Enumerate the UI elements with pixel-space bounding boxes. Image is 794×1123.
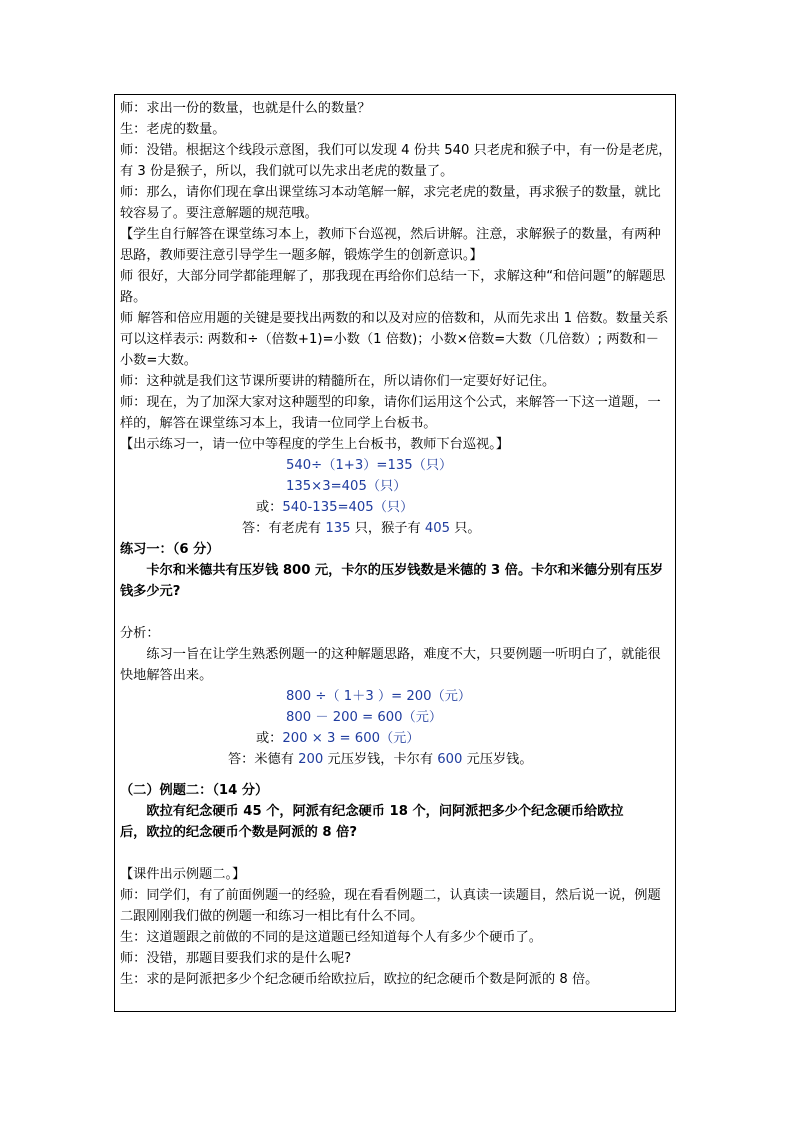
student-line: 生：老虎的数量。 bbox=[120, 122, 226, 137]
example-title: （二）例题二：（14 分） bbox=[120, 783, 269, 798]
solution-step: 135×3=405（只） bbox=[286, 479, 407, 494]
solution-step: 540÷（1+3）=135（只） bbox=[286, 458, 453, 473]
teacher-line: 师：没错，那题目要我们求的是什么呢? bbox=[120, 951, 352, 966]
solution-step: 或：540-135=405（只） bbox=[256, 500, 414, 515]
teacher-line: 师：这种就是我们这节课所要讲的精髓所在，所以请你们一定要好好记住。 bbox=[120, 374, 556, 389]
exercise-title: 练习一：（6 分） bbox=[120, 542, 220, 557]
solution-answer: 答：有老虎有 135 只，猴子有 405 只。 bbox=[242, 521, 481, 536]
solution-answer: 答：米德有 200 元压岁钱，卡尔有 600 元压岁钱。 bbox=[228, 752, 533, 767]
solution-step: 800 － 200 = 600（元） bbox=[286, 710, 443, 725]
solution-step: 800 ÷（ 1＋3 ）= 200（元） bbox=[286, 689, 472, 704]
teacher-line: 师：没错。根据这个线段示意图，我们可以发现 4 份共 540 只老虎和猴子中，有一份是老虎，有 3 份是猴子，所以，我们就可以先求出老虎的数量了。 bbox=[120, 143, 672, 179]
instruction-note: 【课件出示例题二。】 bbox=[120, 867, 246, 882]
teacher-line: 师：那么，请你们现在拿出课堂练习本动笔解一解，求完老虎的数量，再求猴子的数量，就比较容易了。要注意解题的规范哦。 bbox=[120, 185, 661, 221]
instruction-note: 【学生自行解答在课堂练习本上，教师下台巡视，然后讲解。注意，求解猴子的数量，有两种思路，教师要注意引导学生一题多解，锻炼学生的创新意识。】 bbox=[120, 227, 661, 263]
analysis-text: 练习一旨在让学生熟悉例题一的这种解题思路，难度不大，只要例题一听明白了，就能很快地解答出来。 bbox=[120, 647, 661, 683]
teacher-line: 师：同学们，有了前面例题一的经验，现在看看例题二，认真读一读题目，然后说一说，例题二跟刚刚我们做的例题一和练习一相比有什么不同。 bbox=[120, 888, 661, 924]
instruction-note: 【出示练习一，请一位中等程度的学生上台板书，教师下台巡视。】 bbox=[120, 437, 510, 452]
analysis-label: 分析： bbox=[120, 626, 160, 641]
teacher-line: 师 很好，大部分同学都能理解了，那我现在再给你们总结一下，求解这种“和倍问题”的解题思路。 bbox=[120, 269, 666, 305]
teacher-line: 师：现在，为了加深大家对这种题型的印象，请你们运用这个公式，来解答一下这一道题，一样的，解答在课堂练习本上，我请一位同学上台板书。 bbox=[120, 395, 661, 431]
student-line: 生：这道题跟之前做的不同的是这道题已经知道每个人有多少个硬币了。 bbox=[120, 930, 542, 945]
teacher-line: 师 解答和倍应用题的关键是要找出两数的和以及对应的倍数和，从而先求出 1 倍数。数量关系可以这样表示: 两数和÷（倍数+1)=小数（1 倍数)；小数×倍数=大数（几倍数）; 两数和－小数=大数。 bbox=[120, 311, 669, 368]
example-problem: 欧拉有纪念硬币 45 个，阿派有纪念硬币 18 个，问阿派把多少个纪念硬币给欧拉后，欧拉的纪念硬币个数是阿派的 8 倍? bbox=[120, 804, 624, 840]
teacher-line: 师：求出一份的数量，也就是什么的数量？ bbox=[120, 101, 371, 116]
student-line: 生：求的是阿派把多少个纪念硬币给欧拉后，欧拉的纪念硬币个数是阿派的 8 倍。 bbox=[120, 972, 599, 987]
solution-step: 或：200 × 3 = 600（元） bbox=[256, 731, 420, 746]
exercise-problem: 卡尔和米德共有压岁钱 800 元，卡尔的压岁钱数是米德的 3 倍。卡尔和米德分别有压岁钱多少元? bbox=[120, 563, 664, 599]
lesson-content bbox=[120, 98, 672, 990]
